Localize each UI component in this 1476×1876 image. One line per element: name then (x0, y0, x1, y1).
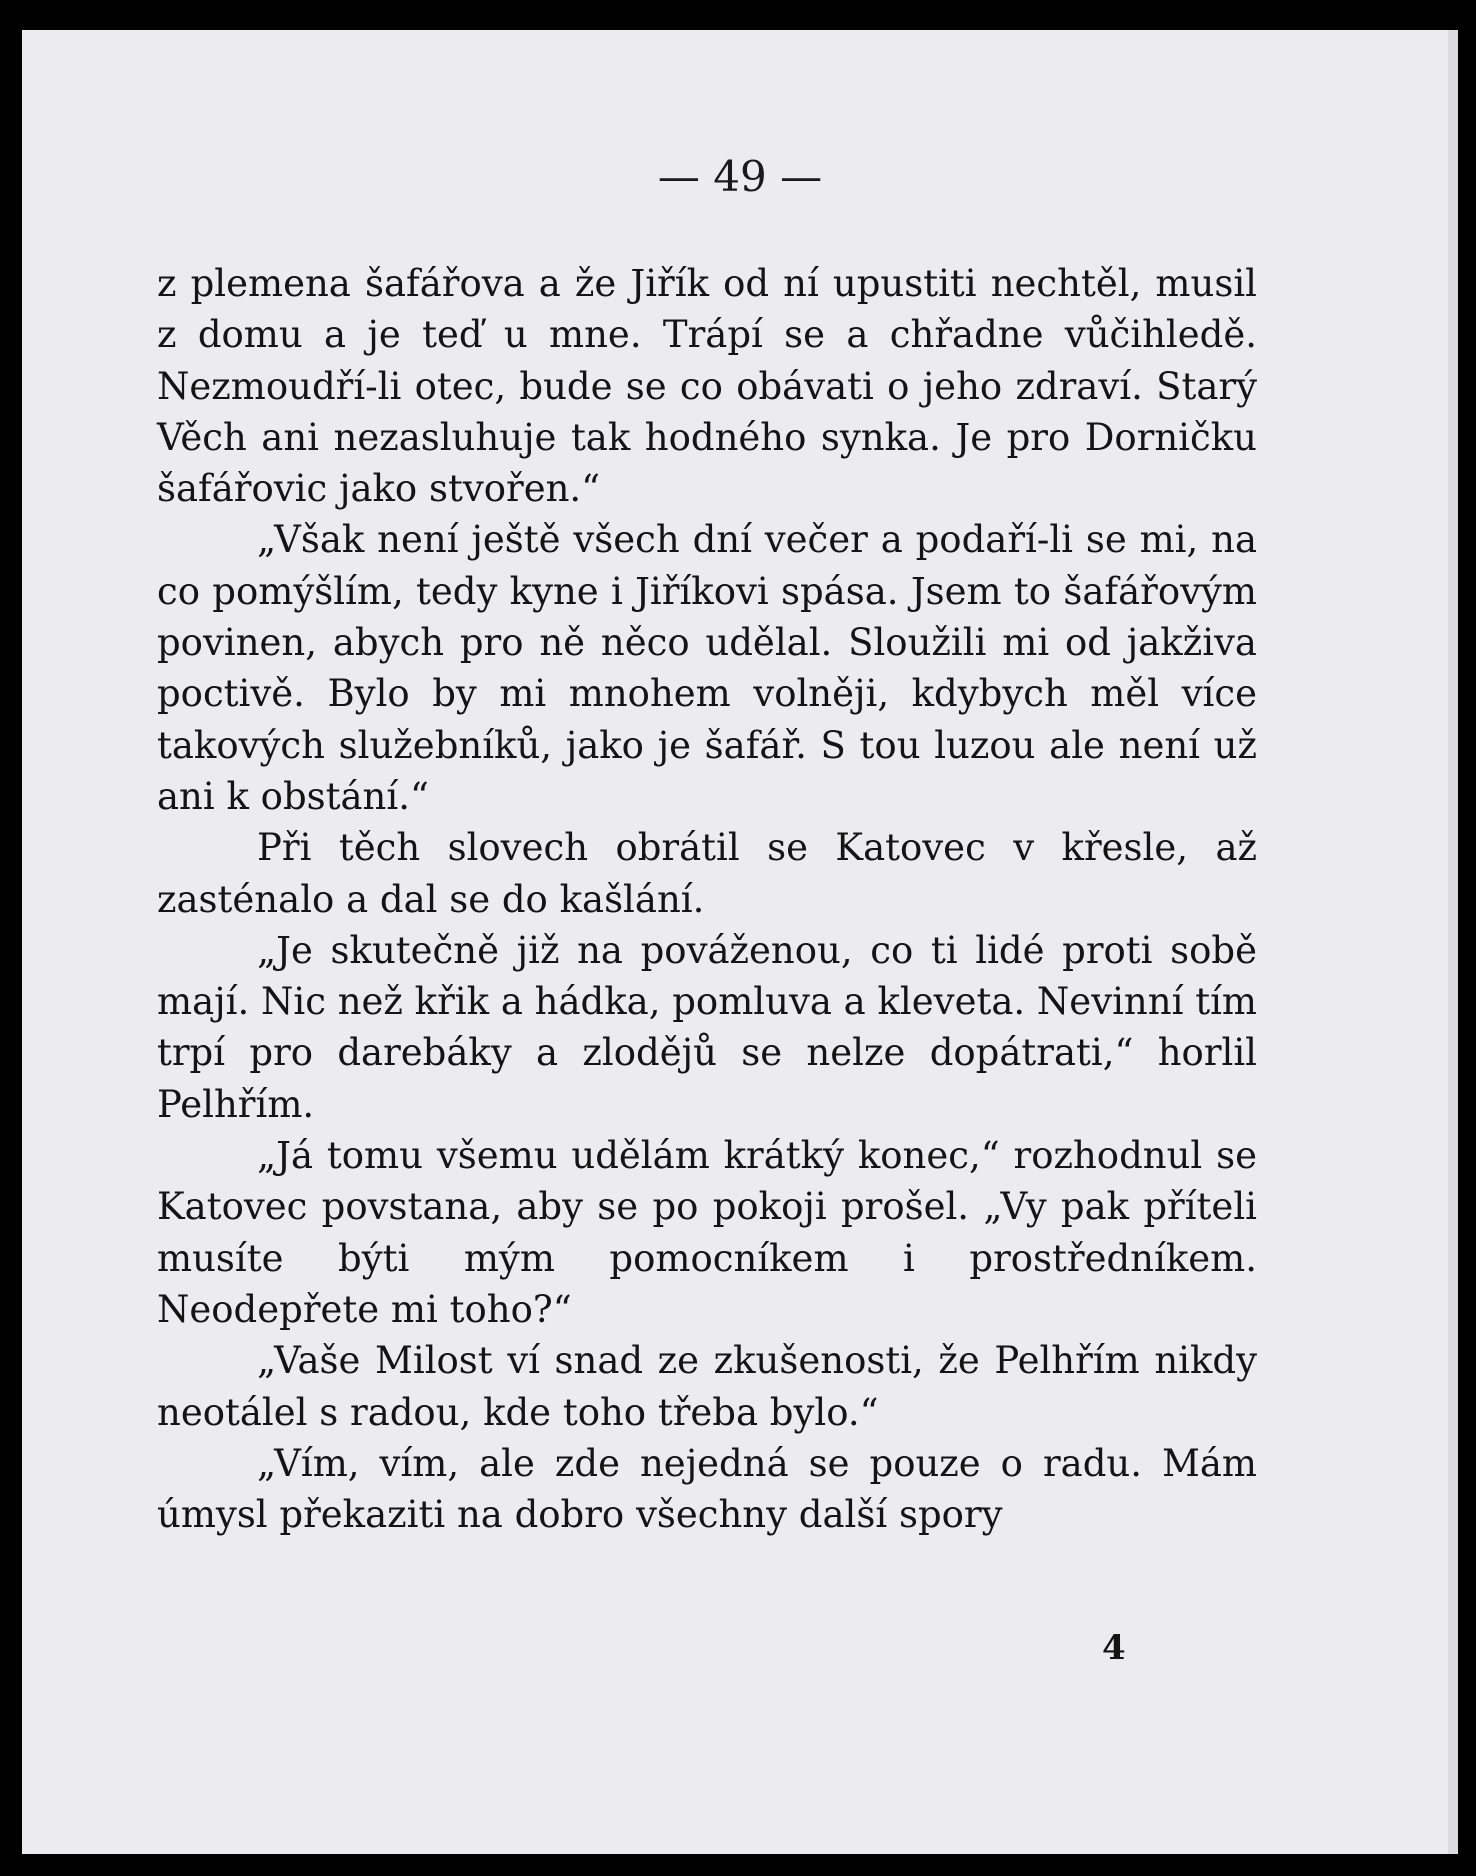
page-number: — 49 — (657, 152, 823, 201)
paragraph-2: „Však není ještě všech dní večer a podaří-li se mi, na co pomýšlím, tedy kyne i Jiříkovi spása. Jsem to šafářovým povinen, abych pro ně něco udělal. Sloužili mi od jakživa poctivě. Bylo by mi mnohem volněji, kdybych měl více takových služebníků, jako je šafář. S tou luzou ale není už ani k obstání.“ (157, 518, 1257, 818)
page-edge (1448, 30, 1458, 1854)
paragraph-7: „Vím, vím, ale zde nejedná se pouze o radu. Mám úmysl překaziti na dobro všechny další spory (157, 1441, 1257, 1537)
signature-mark: 4 (1102, 1628, 1126, 1668)
paragraph-6: „Vaše Milost ví snad ze zkušenosti, že Pelhřím nikdy neotálel s radou, kde toho třeba bylo.“ (157, 1339, 1257, 1434)
body-text (157, 258, 1257, 1540)
paragraph-4: „Je skutečně již na pováženou, co ti lidé proti sobě mají. Nic než křik a hádka, pomluva a kleveta. Nevinní tím trpí pro darebáky a zlodějů se nelze dopátrati,“ horlil Pelhřím. (157, 928, 1257, 1126)
paragraph-3: Při těch slovech obrátil se Katovec v křesle, až zasténalo a dal se do kašlání. (157, 826, 1257, 921)
paragraph-1: z plemena šafářova a že Jiřík od ní upustiti nechtěl, musil z domu a je teď u mne. Trápí se a chřadne vůčihledě. Nezmoudří-li otec, bude se co obávati o jeho zdraví. Starý Věch ani nezasluhuje tak hodného synka. Je pro Dorničku šafářovic jako stvořen.“ (157, 262, 1257, 511)
paragraph-5: „Já tomu všemu udělám krátký konec,“ rozhodnul se Katovec povstana, aby se po pokoji prošel. „Vy pak příteli musíte býti mým pomocníkem i prostředníkem. Neodepřete mi toho?“ (157, 1134, 1257, 1331)
book-page (22, 30, 1458, 1854)
